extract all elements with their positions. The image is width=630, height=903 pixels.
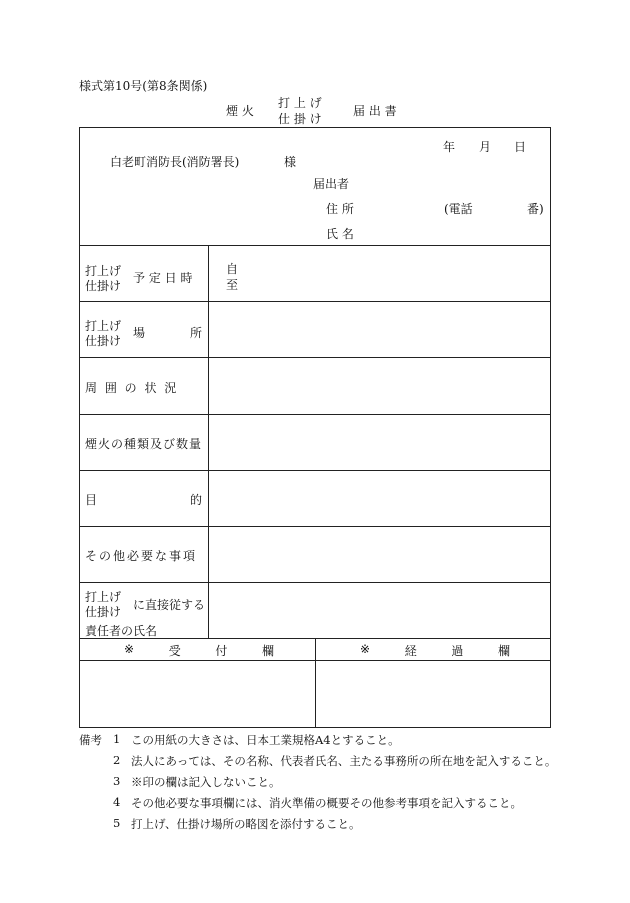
scheduled-label: 予 定 日 時: [133, 271, 193, 285]
form-number: 様式第10号(第8条関係): [79, 79, 208, 93]
place-label-left: 場: [133, 326, 146, 340]
form-table: [79, 127, 551, 728]
progress-header-char: ※: [360, 642, 371, 656]
progress-header: [360, 642, 510, 659]
date-month: 月: [479, 140, 492, 154]
reception-field: [80, 661, 315, 728]
label-column-divider: [208, 245, 209, 638]
note-number: 4: [113, 795, 121, 809]
note-text: ※印の欄は記入しないこと。: [131, 775, 281, 789]
address-label: 住 所: [326, 202, 354, 216]
note-text: その他必要な事項欄には、消火準備の概要その他参考事項を記入すること。: [131, 796, 522, 810]
note-number: 1: [113, 732, 121, 746]
responsible-stack-bottom: 仕掛け: [85, 605, 122, 619]
place-stack-top: 打上げ: [85, 319, 122, 333]
row-divider: [80, 357, 550, 358]
date-year: 年: [443, 140, 456, 154]
responsible-stack-top: 打上げ: [85, 590, 122, 604]
honorific: 様: [284, 155, 297, 169]
reception-header: [124, 642, 274, 659]
responsible-label-line2: 責任者の氏名: [85, 624, 158, 638]
row-divider: [80, 414, 550, 415]
note-text: 打上げ、仕掛け場所の略図を添付すること。: [131, 817, 361, 831]
addressee: 白老町消防長(消防署長): [110, 155, 240, 169]
surroundings-label: 周 囲 の 状 況: [85, 381, 179, 395]
fireworks-kind-label: 煙火の種類及び数量: [85, 437, 203, 451]
progress-header-char: 欄: [497, 644, 510, 658]
phone-close: 番): [527, 202, 544, 216]
note-number: 3: [113, 774, 121, 788]
note-text: 法人にあっては、その名称、代表者氏名、主たる事務所の所在地を記入すること。: [131, 754, 557, 768]
notes-label: 備考: [79, 733, 102, 747]
scheduled-stack-top: 打上げ: [85, 264, 122, 278]
progress-header-char: 過: [451, 644, 464, 658]
purpose-label-right: 的: [190, 493, 203, 507]
phone-open: (電話: [444, 202, 473, 216]
name-label: 氏 名: [326, 227, 354, 241]
title-stack-bottom: 仕 掛 け: [278, 112, 322, 126]
scheduled-to: 至: [226, 278, 239, 292]
title-part2: 届 出 書: [353, 104, 397, 118]
row-divider: [80, 582, 550, 583]
reception-header-char: 受: [168, 644, 181, 658]
progress-field: [316, 661, 551, 728]
progress-header-char: 経: [404, 644, 417, 658]
reception-header-char: ※: [124, 642, 135, 656]
place-stack-bottom: 仕掛け: [85, 334, 122, 348]
row-divider: [80, 245, 550, 246]
reception-header-char: 欄: [261, 644, 274, 658]
row-divider: [80, 301, 550, 302]
responsible-label-suffix: に直接従する: [133, 598, 206, 612]
scheduled-from: 自: [226, 262, 239, 276]
title-part1: 煙 火: [226, 104, 254, 118]
note-number: 2: [113, 753, 121, 767]
reception-header-char: 付: [215, 644, 228, 658]
purpose-label-left: 目: [85, 493, 98, 507]
note-number: 5: [113, 816, 121, 830]
place-label-right: 所: [190, 326, 203, 340]
other-matters-label: その他必要な事項: [85, 549, 198, 563]
date-day: 日: [514, 140, 527, 154]
row-divider: [80, 526, 550, 527]
row-divider: [80, 470, 550, 471]
title-stack-top: 打 上 げ: [278, 96, 322, 110]
scheduled-stack-bottom: 仕掛け: [85, 279, 122, 293]
note-text: この用紙の大きさは、日本工業規格A4とすること。: [131, 733, 400, 747]
notifier-label: 届出者: [313, 177, 350, 191]
